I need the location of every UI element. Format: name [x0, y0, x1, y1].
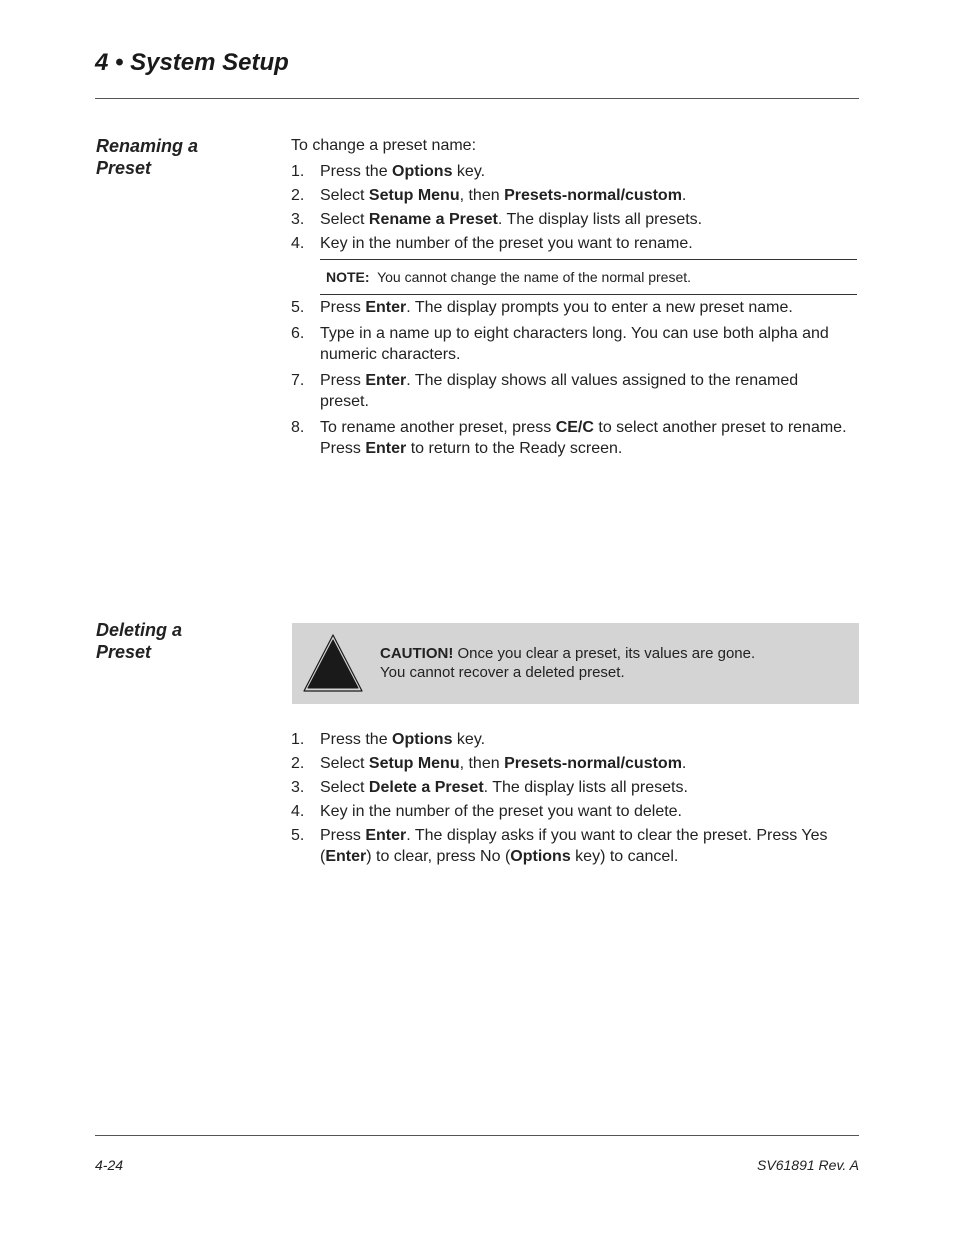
bold-term: Rename a Preset	[368, 211, 498, 228]
step-number: 7.	[291, 372, 305, 389]
caution-line: You cannot recover a deleted preset.	[380, 664, 625, 681]
heading-line: Deleting a	[96, 620, 183, 640]
step-text	[320, 370, 851, 412]
text-run: Key in the number of the preset you want to delete.	[320, 803, 682, 820]
bold-term: Presets-normal/custom	[504, 187, 682, 204]
list-item	[291, 323, 851, 365]
step-text	[320, 233, 851, 254]
page-number: 4-24	[95, 1157, 124, 1173]
text-run: Select	[320, 187, 369, 204]
step-number: 4.	[291, 235, 305, 252]
step-text	[320, 777, 851, 798]
text-run: Type in a name up to eight characters long. You can use both alpha and numeric characters.	[320, 325, 829, 363]
bold-term: Options	[392, 163, 453, 180]
bold-term: Presets-normal/custom	[504, 755, 682, 772]
text-run: .	[681, 187, 687, 204]
list-item	[291, 185, 851, 206]
step-number: 6.	[291, 325, 305, 342]
bold-term: Enter	[325, 848, 367, 865]
step-text	[320, 185, 851, 206]
text-run: Press	[320, 299, 366, 316]
step-number: 5.	[291, 827, 305, 844]
text-run: . The display lists all presets.	[497, 211, 703, 228]
note-text: You cannot change the name of the normal preset.	[377, 269, 692, 285]
step-text	[320, 801, 851, 822]
footer-rule	[95, 1135, 859, 1136]
step-number: 2.	[291, 187, 305, 204]
step-number: 4.	[291, 803, 305, 820]
text-run: Press the	[320, 731, 393, 748]
text-run: . The display prompts you to enter a new preset name.	[406, 299, 793, 316]
section-heading-rename	[96, 135, 266, 179]
text-run: . The display asks if you want to clear the preset. Press Yes (	[320, 827, 828, 865]
bold-term: Enter	[365, 299, 407, 316]
list-item	[291, 233, 851, 254]
text-run: to return to the Ready screen.	[406, 440, 623, 457]
step-text	[320, 417, 851, 459]
text-run: key.	[452, 731, 486, 748]
list-item	[291, 161, 851, 182]
caution-text	[380, 644, 850, 682]
text-run: . The display lists all presets.	[483, 779, 688, 796]
text-run: key) to cancel.	[570, 848, 679, 865]
step-number: 3.	[291, 779, 305, 796]
list-item	[291, 753, 851, 774]
text-run: Press the	[320, 163, 393, 180]
text-run: to select another preset to rename. Press	[320, 419, 847, 457]
text-run: , then	[459, 755, 505, 772]
text-run: Select	[320, 755, 369, 772]
bold-term: Setup Menu	[368, 187, 460, 204]
caution-box	[292, 623, 859, 704]
text-run: ) to clear, press No (	[366, 848, 511, 865]
step-number: 3.	[291, 211, 305, 228]
text-run: , then	[459, 187, 505, 204]
step-text	[320, 753, 851, 774]
bold-term: Options	[392, 731, 453, 748]
section-heading-delete	[96, 619, 266, 663]
step-number: 1.	[291, 731, 305, 748]
step-number: 8.	[291, 419, 305, 436]
text-run: Press	[320, 827, 366, 844]
list-item	[291, 801, 851, 822]
header-rule	[95, 98, 859, 99]
bold-term: Options	[510, 848, 571, 865]
list-item	[291, 825, 851, 867]
bold-term: Setup Menu	[368, 755, 460, 772]
step-text	[320, 209, 851, 230]
heading-line: Preset	[96, 158, 152, 178]
document-id: SV61891 Rev. A	[757, 1157, 859, 1173]
text-run: key.	[452, 163, 486, 180]
rename-steps-list-continued	[291, 297, 851, 464]
rename-steps-list	[291, 161, 851, 257]
step-text	[320, 323, 851, 365]
list-item	[291, 417, 851, 459]
intro-text: To change a preset name:	[291, 137, 477, 154]
heading-line: Preset	[96, 642, 152, 662]
bold-term: Delete a Preset	[368, 779, 484, 796]
step-number: 2.	[291, 755, 305, 772]
bold-term: Enter	[365, 372, 407, 389]
delete-steps-list	[291, 729, 851, 870]
list-item	[291, 729, 851, 750]
step-text	[320, 161, 851, 182]
warning-triangle-icon	[302, 633, 364, 693]
text-run: Key in the number of the preset you want to rename.	[320, 235, 693, 252]
text-run: To rename another preset, press	[320, 419, 556, 436]
chapter-title: 4 • System Setup	[95, 49, 289, 76]
text-run: . The display shows all values assigned to the renamed preset.	[320, 372, 799, 410]
caution-label: CAUTION!	[380, 645, 454, 662]
step-text	[320, 297, 851, 318]
step-text	[320, 729, 851, 750]
caution-line: Once you clear a preset, its values are gone.	[457, 645, 756, 662]
heading-line: Renaming a	[96, 136, 199, 156]
step-text	[320, 825, 851, 867]
text-run: .	[681, 755, 687, 772]
list-item	[291, 777, 851, 798]
list-item	[291, 209, 851, 230]
list-item	[291, 297, 851, 318]
bold-term: CE/C	[555, 419, 594, 436]
bold-term: Enter	[365, 440, 407, 457]
text-run: Select	[320, 211, 369, 228]
bold-term: Enter	[365, 827, 407, 844]
step-number: 1.	[291, 163, 305, 180]
note-box	[320, 259, 857, 295]
step-number: 5.	[291, 299, 305, 316]
text-run: Select	[320, 779, 369, 796]
note-label: NOTE:	[326, 269, 370, 285]
text-run: Press	[320, 372, 366, 389]
list-item	[291, 370, 851, 412]
